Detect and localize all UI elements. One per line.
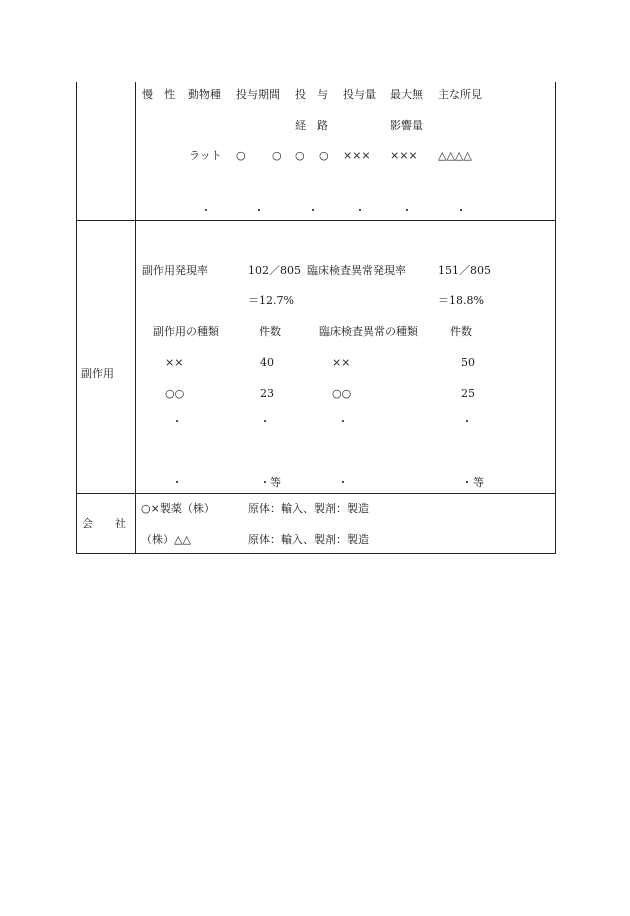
row-count: 23 [260, 387, 274, 400]
etc-mark: 等 [270, 476, 281, 489]
lab-incidence-value: 151／805 [438, 264, 491, 277]
column-header-count: 件数 [259, 325, 281, 338]
etc-mark: 等 [473, 476, 484, 489]
continuation-dot: ・ [171, 476, 183, 489]
company-name: （株）△△ [141, 533, 191, 546]
header-findings: 主な所見 [438, 88, 482, 101]
side-effects-label: 副作用 [81, 367, 114, 380]
header-species: 動物種 [188, 88, 221, 101]
table-left-border [76, 82, 77, 553]
row-lab-count: 25 [461, 387, 475, 400]
row-lab-type: ×× [332, 356, 351, 369]
continuation-dot: ・ [200, 204, 212, 217]
header-noael-1: 最大無 [390, 88, 423, 101]
continuation-dot: ・ [461, 476, 473, 489]
column-header-type: 副作用の種類 [153, 325, 219, 338]
row-divider-side-effects [76, 493, 556, 494]
continuation-dot: ・ [337, 476, 349, 489]
incidence-rate: ＝12.7% [248, 294, 294, 307]
continuation-dot: ・ [171, 415, 183, 428]
header-period: 投与期間 [236, 88, 280, 101]
continuation-dot: ・ [253, 204, 265, 217]
continuation-dot: ・ [354, 204, 366, 217]
continuation-dot: ・ [259, 476, 271, 489]
continuation-dot: ・ [401, 204, 413, 217]
row-period-b: ○ [272, 149, 282, 162]
label-column-divider [135, 82, 136, 553]
lab-incidence-label: 臨床検査異常発現率 [307, 264, 406, 277]
row-species: ラット [189, 149, 222, 162]
incidence-label: 副作用発現率 [142, 264, 208, 277]
continuation-dot: ・ [259, 415, 271, 428]
header-route-2: 経 路 [295, 119, 328, 132]
row-divider-chronic [76, 220, 556, 221]
header-noael-2: 影響量 [390, 119, 423, 132]
row-type: ○○ [165, 387, 185, 400]
lab-incidence-rate: ＝18.8% [438, 294, 484, 307]
row-dose: ××× [343, 149, 371, 162]
row-period-a: ○ [236, 149, 246, 162]
company-name: ○×製薬（株） [141, 502, 215, 515]
continuation-dot: ・ [307, 204, 319, 217]
continuation-dot: ・ [337, 415, 349, 428]
company-label: 会 社 [82, 517, 126, 530]
continuation-dot: ・ [455, 204, 467, 217]
incidence-value: 102／805 [248, 264, 301, 277]
column-header-lab-count: 件数 [450, 325, 472, 338]
header-dose: 投与量 [343, 88, 376, 101]
table-bottom-border [76, 553, 556, 554]
row-findings: △△△△ [438, 149, 472, 162]
company-detail: 原体：輸入、製剤：製造 [248, 502, 369, 515]
row-lab-type: ○○ [332, 387, 352, 400]
header-kind: 慢 性 [142, 88, 175, 101]
row-count: 40 [260, 356, 274, 369]
row-noael: ××× [390, 149, 418, 162]
header-route-1: 投 与 [295, 88, 328, 101]
continuation-dot: ・ [461, 415, 473, 428]
column-header-lab-type: 臨床検査異常の種類 [319, 325, 418, 338]
row-route-a: ○ [295, 149, 305, 162]
row-lab-count: 50 [461, 356, 475, 369]
row-route-b: ○ [319, 149, 329, 162]
company-detail: 原体：輸入、製剤：製造 [248, 533, 369, 546]
table-right-border [555, 82, 556, 553]
row-type: ×× [165, 356, 184, 369]
